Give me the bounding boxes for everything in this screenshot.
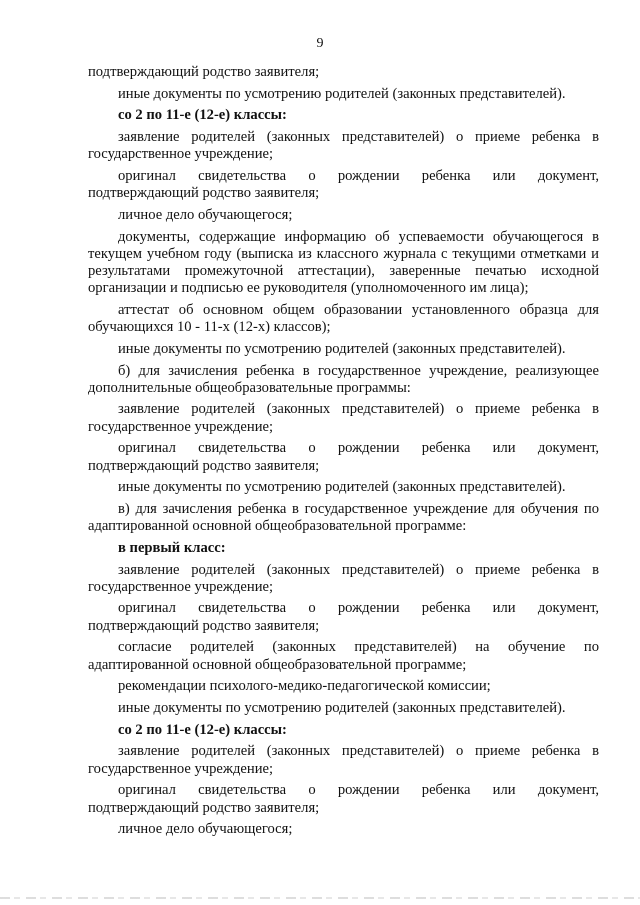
section-heading: со 2 по 11-е (12-е) классы: — [118, 107, 287, 124]
paragraph: рекомендации психолого-медико-педагогической комиссии; — [118, 678, 491, 695]
paragraph: оригинал свидетельства о рождении ребенка или документ, подтверждающий родство заявителя; — [88, 600, 599, 634]
paragraph: иные документы по усмотрению родителей (законных представителей). — [118, 340, 566, 357]
paragraph: подтверждающий родство заявителя; — [88, 64, 320, 80]
paragraph: личное дело обучающегося; — [118, 821, 293, 838]
paragraph: оригинал свидетельства о рождении ребенка или документ, подтверждающий родство заявителя; — [88, 782, 599, 816]
paragraph: оригинал свидетельства о рождении ребенка или документ, подтверждающий родство заявителя; — [88, 440, 599, 474]
paragraph: иные документы по усмотрению родителей (законных представителей). — [118, 700, 566, 716]
paragraph: заявление родителей (законных представителей) о приеме ребенка в государственное учреждение; — [88, 743, 599, 777]
paragraph: оригинал свидетельства о рождении ребенка или документ, подтверждающий родство заявителя; — [88, 168, 599, 202]
paragraph: иные документы по усмотрению родителей (законных представителей). — [118, 479, 566, 496]
paragraph: заявление родителей (законных представителей) о приеме ребенка в государственное учреждение; — [88, 561, 599, 595]
paragraph: в) для зачисления ребенка в государственное учреждение для обучения по адаптированной основной общеобразовательной программе: — [88, 500, 599, 535]
page-number: 9 — [316, 36, 324, 51]
scan-artifact-line — [0, 897, 640, 899]
paragraph: заявление родителей (законных представителей) о приеме ребенка в государственное учреждение; — [88, 401, 599, 435]
section-heading: со 2 по 11-е (12-е) классы: — [118, 721, 287, 738]
paragraph: б) для зачисления ребенка в государственное учреждение, реализующее дополнительные общеобразовательные программы: — [88, 362, 599, 396]
paragraph: заявление родителей (законных представителей) о приеме ребенка в государственное учреждение; — [88, 129, 599, 163]
paragraph: согласие родителей (законных представителей) на обучение по адаптированной основной общеобразовательной программе; — [88, 639, 599, 673]
paragraph: иные документы по усмотрению родителей (законных представителей). — [118, 85, 566, 102]
document-body — [88, 64, 599, 843]
paragraph: личное дело обучающегося; — [118, 206, 293, 223]
paragraph: документы, содержащие информацию об успеваемости обучающегося в текущем учебном году (выписка из классного журнала с текущими отметками и результатами промежуточной аттестации), заверенные печатью исходной организации и подписью ее руководителя (уполномоченного им лица); — [88, 228, 599, 297]
paragraph: аттестат об основном общем образовании установленного образца для обучающихся 10 - 11-х (12-х) классов); — [88, 301, 599, 336]
section-heading: в первый класс: — [118, 539, 226, 556]
